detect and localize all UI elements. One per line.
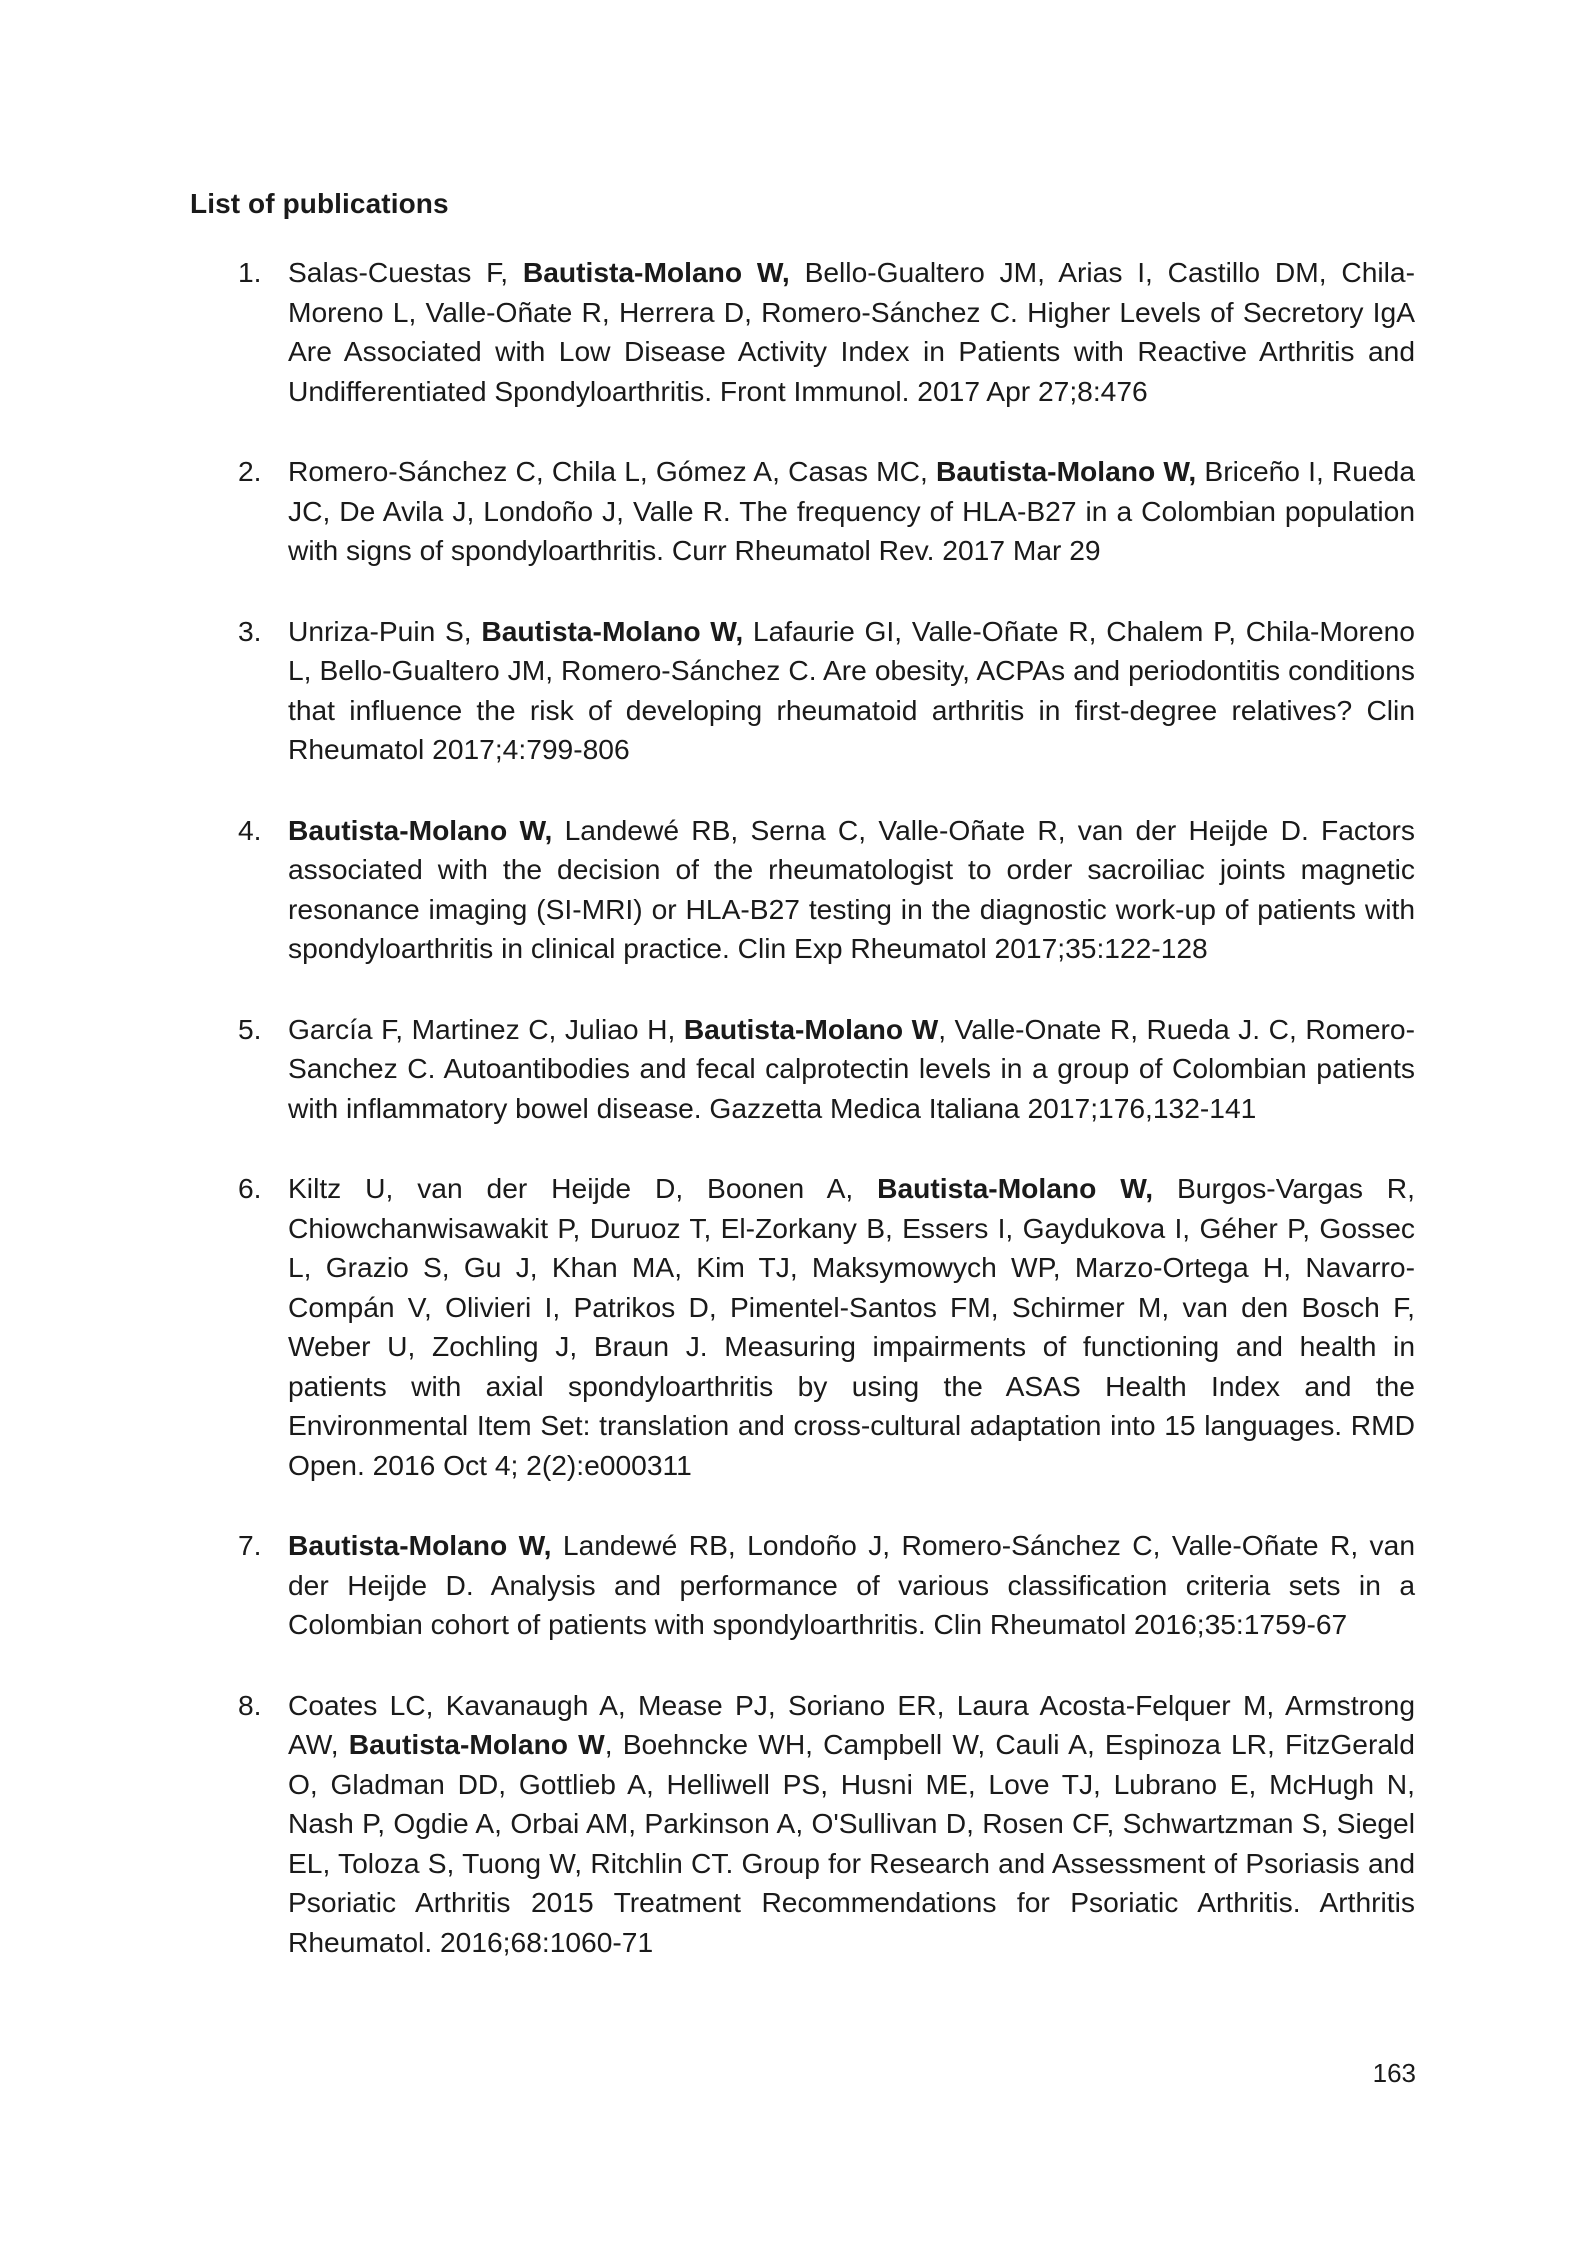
highlighted-author: Bautista-Molano W, xyxy=(288,813,553,846)
highlighted-author: Bautista-Molano W, xyxy=(288,1529,552,1561)
publication-text-after: , Boehncke WH, Campbell W, Cauli A, Espinoza LR, FitzGerald O, Gladman DD, Gottlieb A, Helliwell PS, Husni ME, Love TJ, Lubrano E, McHugh N, Nash P, Ogdie A, Orbai AM, Parkinson A, O'Sullivan D, Rosen CF, Schwartzman S, Siegel EL, Toloza S, Tuong W, Ritchlin CT. Group for Research and Assessment of Psoriasis and Psoriatic Arthritis 2015 Treatment Recommendations for Psoriatic Arthritis. Arthritis Rheumatol. 2016;68:1060-71 xyxy=(288,1728,1415,1958)
publication-text-before: Salas-Cuestas F, xyxy=(288,256,523,288)
publication-text-after: Lafaurie GI, Valle-Oñate R, Chalem P, Chila-Moreno L, Bello-Gualtero JM, Romero-Sánchez C. Are obesity, ACPAs and periodontitis conditions that influence the risk of developing rheumatoid arthritis in first-degree relatives? Clin Rheumatol 2017;4:799-806 xyxy=(288,614,1415,765)
publication-number: 8. xyxy=(238,1688,262,1721)
publication-list xyxy=(188,253,1415,1962)
publication-item xyxy=(188,1526,1415,1645)
publication-text-after: Briceño I, Rueda JC, De Avila J, Londoño J, Valle R. The frequency of HLA-B27 in a Colombian population with signs of spondyloarthritis. Curr Rheumatol Rev. 2017 Mar 29 xyxy=(288,455,1415,566)
publication-number: 3. xyxy=(238,614,262,647)
publication-number: 5. xyxy=(238,1012,262,1045)
publication-text-before: Unriza-Puin S, xyxy=(288,614,482,647)
publication-number: 1. xyxy=(238,256,262,288)
publication-item xyxy=(188,452,1415,571)
highlighted-author: Bautista-Molano W xyxy=(348,1728,605,1760)
publication-item xyxy=(188,1010,1415,1129)
publication-number: 7. xyxy=(238,1529,262,1561)
publication-text-before: García F, Martinez C, Juliao H, xyxy=(288,1012,684,1045)
publication-number: 4. xyxy=(238,813,262,846)
publication-text-before: Kiltz U, van der Heijde D, Boonen A, xyxy=(288,1172,878,1204)
publication-item xyxy=(188,1686,1415,1963)
page-number: 163 xyxy=(1372,2058,1416,2088)
publication-text-before: Romero-Sánchez C, Chila L, Gómez A, Casas MC, xyxy=(288,455,936,487)
highlighted-author: Bautista-Molano W, xyxy=(481,614,744,647)
publication-text-after: Landewé RB, Serna C, Valle-Oñate R, van der Heijde D. Factors associated with the decision of the rheumatologist to order sacroiliac joints magnetic resonance imaging (SI-MRI) or HLA-B27 testing in the diagnostic work-up of patients with spondyloarthritis in clinical practice. Clin Exp Rheumatol 2017;35:122-128 xyxy=(288,813,1415,964)
highlighted-author: Bautista-Molano W xyxy=(683,1012,939,1045)
page-heading: List of publications xyxy=(190,188,449,219)
publication-item xyxy=(188,1169,1415,1485)
publication-item xyxy=(188,811,1415,969)
publication-text-after: Burgos-Vargas R, Chiowchanwisawakit P, Duruoz T, El-Zorkany B, Essers I, Gaydukova I, Géher P, Gossec L, Grazio S, Gu J, Khan MA, Kim TJ, Maksymowych WP, Marzo-Ortega H, Navarro-Compán V, Olivieri I, Patrikos D, Pimentel-Santos FM, Schirmer M, van den Bosch F, Weber U, Zochling J, Braun J. Measuring impairments of functioning and health in patients with axial spondyloarthritis by using the ASAS Health Index and the Environmental Item Set: translation and cross-cultural adaptation into 15 languages. RMD Open. 2016 Oct 4; 2(2):e000311 xyxy=(288,1172,1415,1481)
highlighted-author: Bautista-Molano W, xyxy=(935,455,1197,487)
publication-text-after: Landewé RB, Londoño J, Romero-Sánchez C, Valle-Oñate R, van der Heijde D. Analysis and performance of various classification criteria sets in a Colombian cohort of patients with spondyloarthritis. Clin Rheumatol 2016;35:1759-67 xyxy=(288,1529,1415,1640)
publication-item xyxy=(188,612,1415,770)
highlighted-author: Bautista-Molano W, xyxy=(877,1172,1154,1204)
publication-number: 6. xyxy=(238,1172,262,1204)
publication-item xyxy=(188,253,1415,411)
publication-text-after: Bello-Gualtero JM, Arias I, Castillo DM, Chila-Moreno L, Valle-Oñate R, Herrera D, Romero-Sánchez C. Higher Levels of Secretory IgA Are Associated with Low Disease Activity Index in Patients with Reactive Arthritis and Undifferentiated Spondyloarthritis. Front Immunol. 2017 Apr 27;8:476 xyxy=(288,256,1415,407)
publication-text-after: , Valle-Onate R, Rueda J. C, Romero-Sanchez C. Autoantibodies and fecal calprotectin levels in a group of Colombian patients with inflammatory bowel disease. Gazzetta Medica Italiana 2017;176,132-141 xyxy=(288,1012,1415,1124)
publication-text-before: Coates LC, Kavanaugh A, Mease PJ, Soriano ER, Laura Acosta-Felquer M, Armstrong AW, xyxy=(288,1688,1415,1760)
publication-number: 2. xyxy=(238,455,262,487)
highlighted-author: Bautista-Molano W, xyxy=(522,256,790,288)
